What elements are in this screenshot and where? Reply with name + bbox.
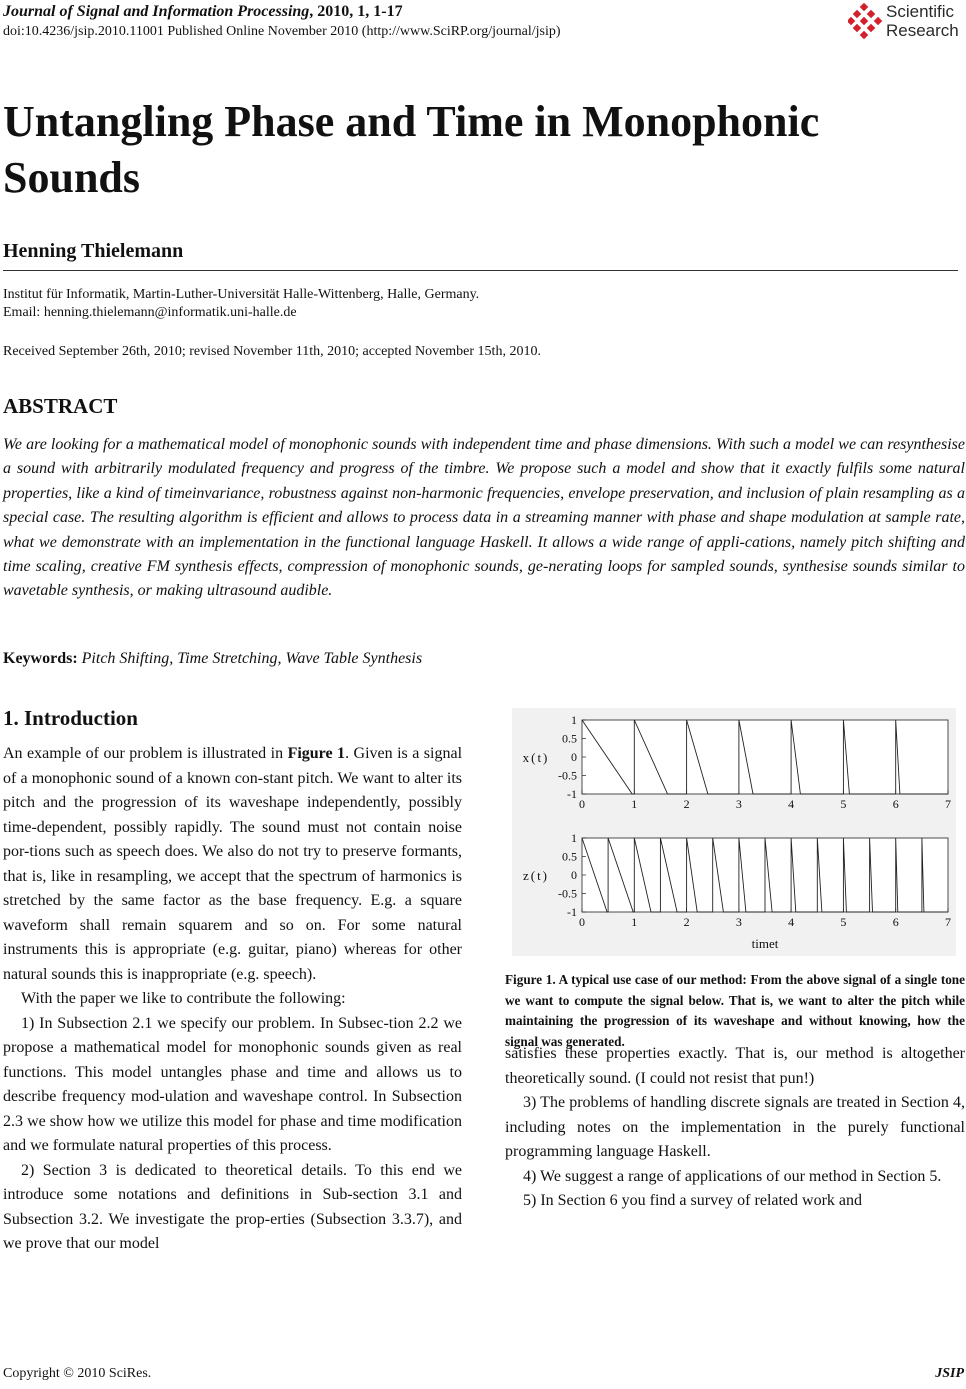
x-tick-label: 7 [945, 797, 951, 811]
x-tick-label: 6 [892, 797, 899, 811]
figure-reference: Figure 1 [287, 745, 346, 762]
y-tick-label: -1 [567, 905, 577, 919]
y-tick-label: -0.5 [558, 768, 577, 783]
affiliation: Institut für Informatik, Martin-Luther-Universität Halle-Wittenberg, Halle, Germany. [3, 287, 480, 302]
paragraph: 1) In Subsection 2.1 we specify our problem. In Subsec-tion 2.2 we propose a mathematical model for monophonic sounds given as real functions. This model untangles phase and time and allows us to describe frequency mod-ulation and waveshape control. In Subsection 2.3 we show how we utilize this model for phase and time modification and we formulate natural properties of this process. [3, 1014, 462, 1154]
logo-line-2: Research [886, 21, 959, 40]
title-rule [3, 270, 958, 271]
journal-name: Journal of Signal and Information Processing [3, 3, 310, 20]
paragraph: With the paper we like to contribute the following: [21, 990, 346, 1007]
keywords-text: Pitch Shifting, Time Stretching, Wave Table Synthesis [81, 650, 423, 667]
y-tick-label: 0 [571, 868, 577, 882]
keywords-line: Keywords: Pitch Shifting, Time Stretching, Wave Table Synthesis [3, 650, 423, 667]
paragraph: 5) In Section 6 you find a survey of related work and [523, 1192, 863, 1209]
publisher-name [886, 2, 959, 40]
plot-area [582, 720, 948, 794]
y-tick-label: 0 [571, 750, 577, 764]
paragraph: satisfies these properties exactly. That is, our method is altogether theoretically sound. (I could not resist that pun!) [505, 1045, 965, 1087]
abstract-text: We are looking for a mathematical model of monophonic sounds with independent time and phase dimensions. With such a model we can resynthesise a sound with arbitrarily modulated frequency and progress of the timbre. We propose such a model and show that it exactly fulfils some natural properties, like a kind of timeinvariance, robustness against non-harmonic frequencies, envelope preservation, and inclusion of plain resampling as a special case. The resulting algorithm is efficient and allows to process data in a streaming manner with phase and shape modulation at sample rate, what we demonstrate with an implementation in the functional language Haskell. It allows a wide range of appli-cations, namely pitch shifting and time scaling, creative FM synthesis effects, compression of monophonic sounds, ge-nerating loops for sampled sounds, synthesise sounds similar to wavetable synthesis, or making ultrasound audible. [3, 436, 965, 600]
x-tick-label: 3 [735, 797, 742, 811]
keywords-label: Keywords [3, 650, 73, 667]
paragraph [3, 742, 462, 987]
logo-mark-icon [848, 3, 882, 39]
y-axis-label: x(t) [522, 750, 550, 765]
x-tick-label: 5 [840, 915, 847, 929]
paragraph: 3) The problems of handling discrete signals are treated in Section 4, including notes on the implementation in the purely functional programming language Haskell. [505, 1094, 965, 1160]
y-tick-label: 0.5 [562, 849, 577, 864]
copyright: Copyright © 2010 SciRes. [3, 1366, 152, 1381]
x-tick-label: 0 [579, 797, 585, 811]
journal-header [3, 3, 403, 21]
paragraph: 2) Section 3 is dedicated to theoretical details. To this end we introduce some notations and definitions in Sub-section 3.1 and Subsection 3.2. We investigate the prop-erties (Subsection 3.3.7), and we prove that our model [3, 1161, 462, 1252]
paper-title: Untangling Phase and Time in Monophonic Sounds [3, 97, 820, 202]
right-column [505, 1042, 965, 1214]
x-tick-label: 2 [683, 797, 690, 811]
text-run: An example of our problem is illustrated in [3, 745, 288, 762]
x-tick-label: 1 [631, 915, 638, 929]
doi-line: doi:10.4236/jsip.2010.11001 Published Online November 2010 (http://www.SciRP.org/journal/jsip) [3, 24, 561, 39]
email: Email: henning.thielemann@informatik.uni-halle.de [3, 305, 297, 320]
author-name: Henning Thielemann [3, 240, 184, 262]
abstract-heading: ABSTRACT [3, 394, 118, 418]
y-tick-label: -0.5 [558, 886, 577, 901]
x-tick-label: 0 [579, 915, 585, 929]
text-run: . Given is a signal of a monophonic sound of a known con-stant pitch. We want to alter its pitch and the progression of its waveshape independently, possibly time-dependent, possibly rapidly. The sound must not contain noise por-tions such as speech does. We also do not try to preserve formants, that is, like in resampling, we accept that the spectrum of harmonics is stretched by the same factor as the base frequency. E.g. a square waveform shall remain squarem and so on. For some natural instruments this is appropriate (e.g. guitar, piano) whereas for other natural sounds this is inappropriate (e.g. speech). [3, 745, 463, 983]
x-tick-label: 1 [631, 797, 638, 811]
section-heading: 1. Introduction [3, 706, 138, 730]
logo-line-1: Scientific [886, 2, 955, 21]
paragraph: 4) We suggest a range of applications of our method in Section 5. [523, 1167, 942, 1185]
figure-1-chart [512, 708, 956, 956]
y-tick-label: 1 [571, 831, 577, 845]
x-tick-label: 4 [788, 797, 795, 811]
y-tick-label: 1 [571, 713, 577, 727]
y-tick-label: 0.5 [562, 731, 577, 746]
x-tick-label: 6 [892, 915, 899, 929]
left-column [3, 742, 462, 1257]
journal-abbr: JSIP [935, 1366, 964, 1381]
x-tick-label: 7 [945, 915, 951, 929]
x-axis-label: timet [751, 936, 779, 951]
x-tick-label: 2 [683, 915, 690, 929]
figure-caption: Figure 1. A typical use case of our method: From the above signal of a single tone we want to compute the signal below. That is, we want to alter the pitch while maintaining the progression of its waveshape and without knowing, how the signal was generated. [505, 972, 965, 1049]
y-axis-label: z(t) [522, 868, 550, 883]
y-tick-label: -1 [567, 787, 577, 801]
x-tick-label: 5 [840, 797, 847, 811]
received-dates: Received September 26th, 2010; revised November 11th, 2010; accepted November 15th, 2010. [3, 344, 541, 359]
x-tick-label: 3 [735, 915, 742, 929]
x-tick-label: 4 [788, 915, 795, 929]
affiliation-block [3, 286, 479, 322]
journal-issue: , 2010, 1, 1-17 [309, 3, 403, 20]
